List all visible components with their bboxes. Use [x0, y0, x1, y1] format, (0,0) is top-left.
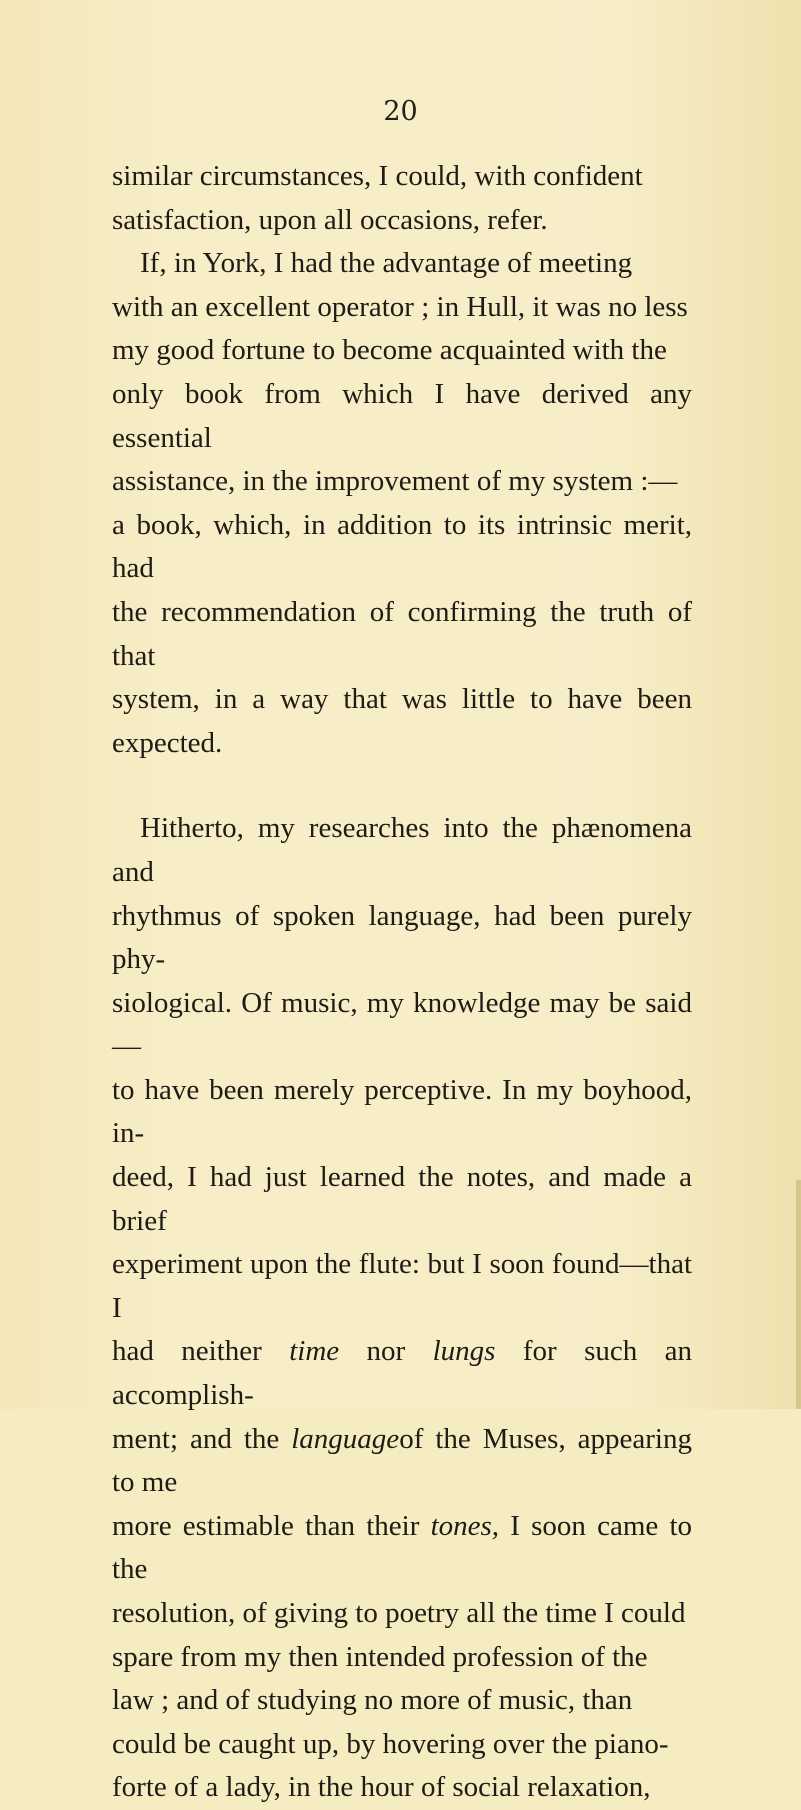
text-line: siological. Of music, my knowledge may be said— [112, 986, 692, 1063]
text-line: assistance, in the improvement of my system :— [112, 465, 678, 498]
text-run: had neither [112, 1335, 290, 1368]
paragraph-2 [112, 242, 692, 765]
text-line [112, 1505, 692, 1592]
text-line: Hitherto, my researches into the phænomena and [112, 812, 692, 888]
text-line: rhythmus of spoken language, had been purely phy- [112, 899, 692, 976]
text-line: forte of a lady, in the hour of social relaxation, [112, 1771, 651, 1804]
text-line: with an excellent operator ; in Hull, it was no less [112, 290, 688, 323]
paragraph-3 [112, 807, 692, 1810]
text-line [112, 1418, 692, 1505]
paragraph-1 [112, 155, 692, 242]
text-line: a book, which, in addition to its intrinsic merit, had [112, 508, 692, 585]
text-line [112, 1330, 692, 1417]
text-run: more estimable than their [112, 1509, 431, 1542]
text-line: could be caught up, by hovering over the piano- [112, 1727, 669, 1760]
text-run: for such an accomplish- [112, 1335, 693, 1412]
text-run: of the Muses, appearing to me [112, 1422, 692, 1499]
text-line: spare from my then intended profession of the [112, 1640, 648, 1673]
text-line: to have been merely perceptive. In my boyhood, in- [112, 1073, 692, 1150]
text-line: similar circumstances, I could, with confident [112, 160, 643, 192]
italic-word: lungs [432, 1335, 496, 1368]
text-line: my good fortune to become acquainted with the [112, 334, 667, 367]
italic-word: time [289, 1335, 340, 1368]
text-line: deed, I had just learned the notes, and made a brief [112, 1161, 692, 1237]
page-number: 20 [383, 96, 418, 127]
text-run: I soon came to the [112, 1509, 692, 1586]
italic-word: tones, [430, 1509, 500, 1542]
page-edge-shadow [796, 1180, 801, 1409]
body-text [112, 155, 692, 1810]
text-run: ment; and the [112, 1422, 292, 1455]
text-line: resolution, of giving to poetry all the time I could [112, 1597, 686, 1629]
text-line: satisfaction, upon all occasions, refer. [112, 203, 548, 236]
text-line: law ; and of studying no more of music, than [112, 1684, 633, 1717]
text-line: the recommendation of confirming the truth of that [112, 595, 692, 672]
text-line: only book from which I have derived any essential [112, 377, 692, 454]
italic-word: language [291, 1422, 400, 1455]
text-line: If, in York, I had the advantage of meeting [140, 247, 633, 280]
text-run: nor [339, 1335, 433, 1368]
text-line: system, in a way that was little to have been expected. [112, 683, 692, 759]
text-line: experiment upon the flute: but I soon found—that I [112, 1248, 692, 1324]
